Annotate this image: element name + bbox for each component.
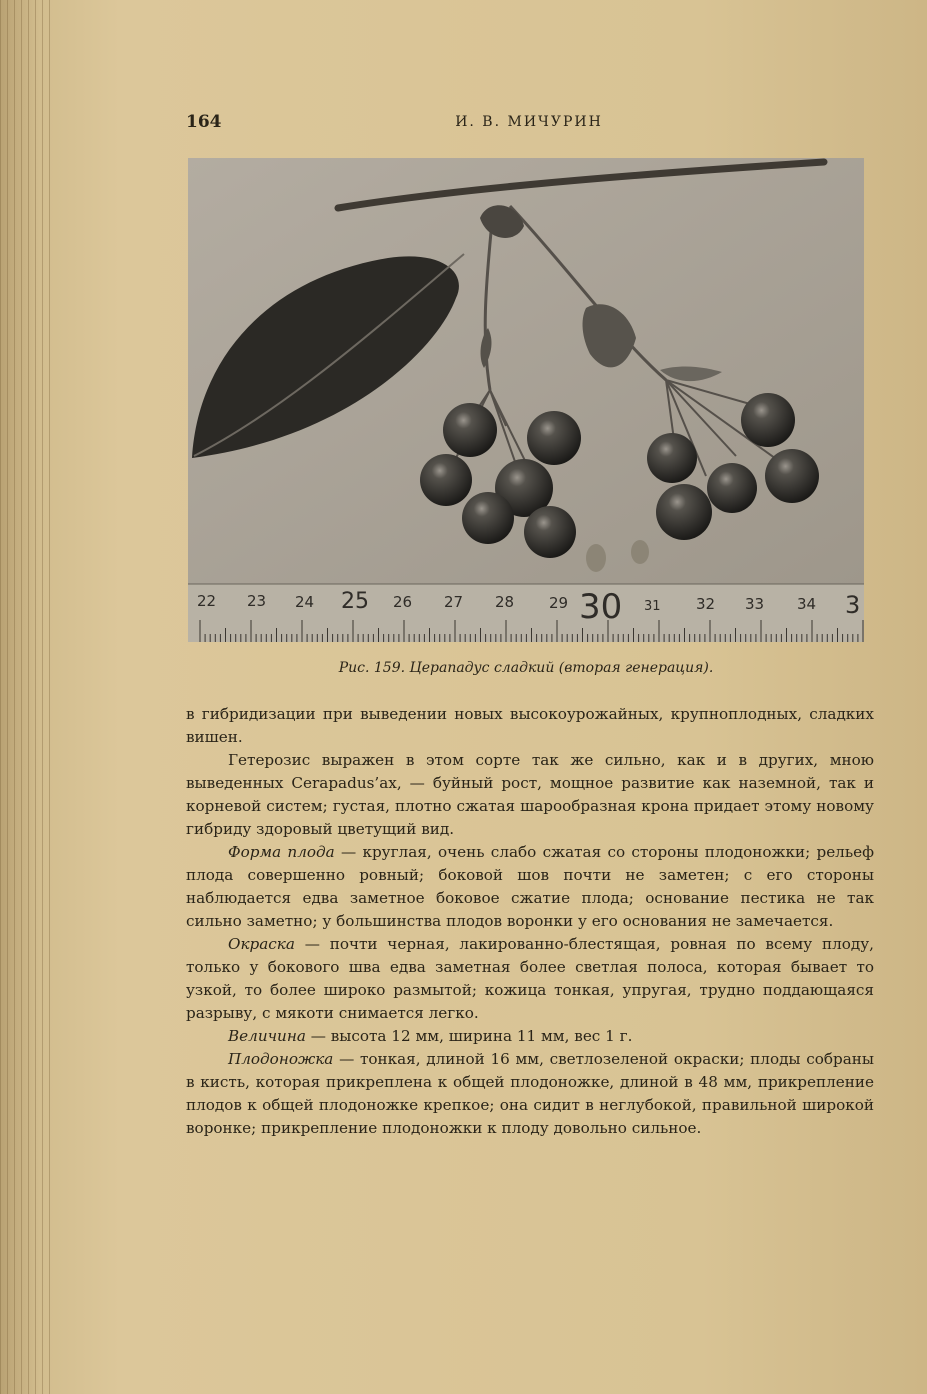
cherry — [741, 393, 795, 447]
ruler-label: 34 — [797, 595, 817, 613]
cherry — [765, 449, 819, 503]
cherry — [527, 411, 581, 465]
paragraph-size — [186, 1025, 874, 1048]
cherry-pit — [631, 540, 649, 564]
term: Окраска — [228, 935, 295, 953]
ruler-label: 33 — [745, 595, 765, 613]
paragraph — [186, 703, 874, 749]
paragraph-text: Гетерозис выражен в этом сорте так же сильно, как и в других, мною выведенных Cerapadus’ах, — буйный рост, мощное развитие как наземной, так и корневой систем; густая, плотно сжатая шарообразная крона придает этому новому гибриду здоровый цветущий вид. — [186, 751, 874, 838]
cherry — [707, 463, 757, 513]
paragraph-text: — высота 12 мм, ширина 11 мм, вес 1 г. — [305, 1027, 633, 1045]
cherry — [656, 484, 712, 540]
ruler-label: 32 — [696, 595, 716, 613]
paragraph-text: — круглая, очень слабо сжатая со стороны плодоножки; рельеф плода совершенно ровный; боковой шов почти не заметен; с его стороны наблюдается едва заметное боковое сжатие плода; основание пестика не так сильно заметно; у большинства плодов воронки у его основания не замечается. — [186, 843, 874, 930]
page-number: 164 — [186, 112, 222, 132]
ruler-label: 22 — [197, 592, 217, 610]
ruler-label: 23 — [247, 592, 267, 610]
paragraph-text: — тонкая, длиной 16 мм, светлозеленой окраски; плоды собраны в кисть, которая прикреплена к общей плодоножке, длиной в 48 мм, прикрепление плодов к общей плодоножке крепкое; она сидит в неглубокой, правильной широкой воронке; прикрепление плодоножки к плоду довольно сильное. — [186, 1050, 874, 1137]
term: Форма плода — [228, 843, 335, 861]
ruler — [188, 584, 864, 642]
term: Плодоножка — [228, 1050, 334, 1068]
body-text — [186, 703, 874, 1140]
cherry — [420, 454, 472, 506]
paragraph-stalk — [186, 1048, 874, 1140]
running-title: И. В. МИЧУРИН — [455, 114, 603, 130]
ruler-label: 28 — [495, 593, 515, 611]
cherry — [462, 492, 514, 544]
ruler-label: 27 — [444, 593, 464, 611]
ruler-label: 25 — [341, 589, 369, 614]
paragraph-text: — почти черная, лакированно-блестящая, ровная по всему плоду, только у бокового шва едва заметная более светлая полоса, которая бывает то узкой, то более широко размытой; кожица тонкая, упругая, трудно поддающаяся разрыву, с мякоти снимается легко. — [186, 935, 874, 1022]
ruler-label: 26 — [393, 593, 413, 611]
figure-cherry-photo — [188, 158, 864, 642]
page-header — [186, 112, 872, 136]
paragraph — [186, 749, 874, 841]
cherry-branch-illustration — [188, 158, 864, 642]
cherry-pit — [586, 544, 606, 572]
cherry — [647, 433, 697, 483]
page-stack-edges — [0, 0, 56, 1394]
cherry — [524, 506, 576, 558]
ruler-label: 3 — [845, 591, 861, 619]
cherry — [443, 403, 497, 457]
ruler-label: 30 — [579, 587, 623, 627]
paragraph-text: в гибридизации при выведении новых высокоурожайных, крупноплодных, сладких вишен. — [186, 705, 874, 746]
term: Величина — [228, 1027, 306, 1045]
figure-caption: Рис. 159. Церападус сладкий (вторая генерация). — [338, 660, 714, 676]
ruler-label: 31 — [644, 599, 661, 614]
ruler-label: 24 — [295, 593, 315, 611]
paragraph-coloring — [186, 933, 874, 1025]
paragraph-fruit-shape — [186, 841, 874, 933]
ruler-label: 29 — [549, 594, 569, 612]
